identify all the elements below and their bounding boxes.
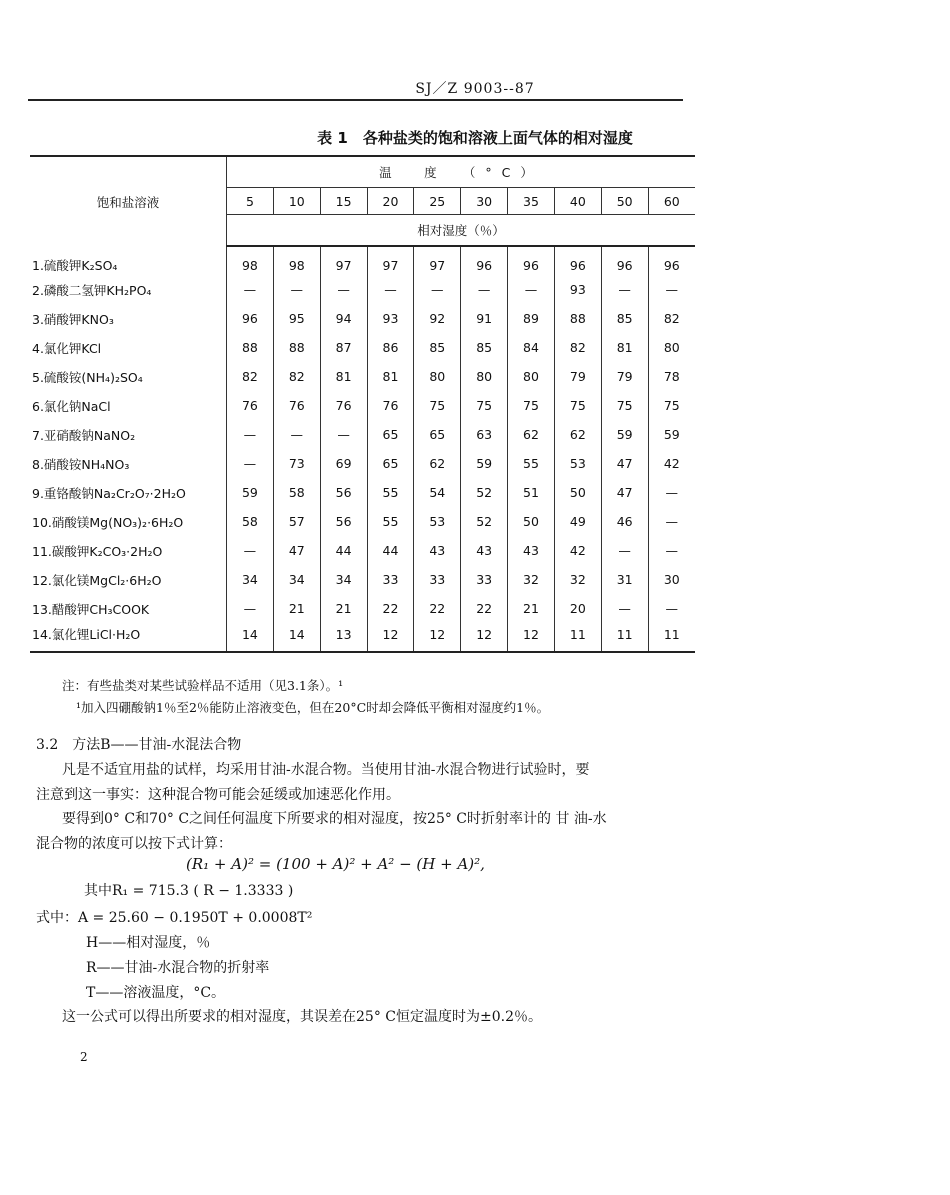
- salt-name: 5.硫酸铵(NH₄)₂SO₄: [30, 362, 227, 391]
- humidity-value: 62: [508, 420, 555, 449]
- humidity-value: 11: [554, 623, 601, 652]
- humidity-value: 93: [554, 275, 601, 304]
- humidity-value: 93: [367, 304, 414, 333]
- humidity-value: 65: [414, 420, 461, 449]
- humidity-value: 94: [320, 304, 367, 333]
- temp-cell: 40: [554, 188, 601, 215]
- humidity-value: 47: [273, 536, 320, 565]
- humidity-value: 65: [367, 420, 414, 449]
- variable-definition: T——溶液温度，°C。: [86, 985, 226, 1001]
- humidity-value: —: [320, 275, 367, 304]
- humidity-value: 62: [414, 449, 461, 478]
- humidity-value: 75: [508, 391, 555, 420]
- table-row: [30, 565, 695, 594]
- humidity-value: 75: [554, 391, 601, 420]
- humidity-value: 92: [414, 304, 461, 333]
- humidity-value: 80: [414, 362, 461, 391]
- humidity-value: 30: [648, 565, 695, 594]
- humidity-value: —: [243, 543, 257, 558]
- temp-cell: 25: [414, 188, 461, 215]
- humidity-value: 31: [601, 565, 648, 594]
- paragraph-line: 要得到0° C和70° C之间任何温度下所要求的相对湿度，按25° C时折射率计的 甘 油-水: [62, 811, 607, 827]
- temp-cell: 30: [461, 188, 508, 215]
- humidity-value: 85: [461, 333, 508, 362]
- humidity-value: 80: [461, 362, 508, 391]
- temperature-header: 温 度 （°C）: [227, 156, 696, 188]
- humidity-value: 14: [273, 623, 320, 652]
- humidity-value: 76: [320, 391, 367, 420]
- humidity-value: 58: [273, 478, 320, 507]
- humidity-value: 54: [414, 478, 461, 507]
- humidity-value: 32: [508, 565, 555, 594]
- humidity-value: 89: [508, 304, 555, 333]
- humidity-value: 78: [648, 362, 695, 391]
- variable-definition: H——相对湿度，％: [86, 935, 211, 951]
- humidity-value: 97: [367, 246, 414, 275]
- humidity-value: 11: [648, 623, 695, 652]
- salt-name: 11.碳酸钾K₂CO₃·2H₂O: [30, 536, 227, 565]
- humidity-value: 96: [508, 246, 555, 275]
- humidity-value: 75: [601, 391, 648, 420]
- humidity-value: 57: [273, 507, 320, 536]
- humidity-value: 88: [273, 333, 320, 362]
- humidity-value: 79: [554, 362, 601, 391]
- table-row: [30, 449, 695, 478]
- humidity-value: 88: [241, 340, 258, 355]
- humidity-value: 34: [241, 572, 258, 587]
- humidity-value: 21: [273, 594, 320, 623]
- humidity-value: 44: [367, 536, 414, 565]
- humidity-value: —: [648, 478, 695, 507]
- equation-where: 其中R₁ = 715.3 ( R − 1.3333 ): [84, 883, 294, 899]
- salt-name: 2.磷酸二氢钾KH₂PO₄: [30, 275, 227, 304]
- table-row: [30, 304, 695, 333]
- humidity-value: 20: [554, 594, 601, 623]
- temp-cell: 5: [227, 188, 274, 215]
- humidity-value: 12: [508, 623, 555, 652]
- table-row: [30, 594, 695, 623]
- humidity-value: 33: [461, 565, 508, 594]
- humidity-value: 21: [320, 594, 367, 623]
- humidity-value: 84: [508, 333, 555, 362]
- table-row: [30, 362, 695, 391]
- humidity-value: 21: [508, 594, 555, 623]
- salt-name: 4.氯化钾KCl: [30, 333, 227, 362]
- humidity-value: —: [601, 536, 648, 565]
- humidity-table: [30, 155, 695, 653]
- table-row: [30, 536, 695, 565]
- humidity-value: 43: [508, 536, 555, 565]
- salt-name: 13.醋酸钾CH₃COOK: [30, 594, 227, 623]
- humidity-value: —: [601, 594, 648, 623]
- humidity-value: —: [601, 275, 648, 304]
- humidity-value: 55: [508, 449, 555, 478]
- humidity-value: 59: [648, 420, 695, 449]
- humidity-value: 52: [461, 507, 508, 536]
- humidity-value: 88: [554, 304, 601, 333]
- humidity-value: 55: [367, 507, 414, 536]
- humidity-value: 49: [554, 507, 601, 536]
- salt-name: 1.硫酸钾K₂SO₄: [30, 246, 227, 275]
- temp-cell: 60: [648, 188, 695, 215]
- humidity-value: 53: [414, 507, 461, 536]
- humidity-value: 22: [367, 594, 414, 623]
- humidity-value: 22: [414, 594, 461, 623]
- humidity-value: 82: [648, 304, 695, 333]
- humidity-value: 59: [241, 485, 258, 500]
- humidity-value: 82: [241, 369, 258, 384]
- humidity-value: 56: [320, 478, 367, 507]
- humidity-value: —: [243, 601, 257, 616]
- humidity-value: 82: [273, 362, 320, 391]
- humidity-value: —: [508, 275, 555, 304]
- humidity-value: 82: [554, 333, 601, 362]
- humidity-value: 75: [414, 391, 461, 420]
- humidity-value: 96: [554, 246, 601, 275]
- humidity-value: 69: [320, 449, 367, 478]
- name-column-header: 饱和盐溶液: [30, 156, 227, 246]
- humidity-value: 76: [273, 391, 320, 420]
- humidity-value: —: [648, 507, 695, 536]
- humidity-value: 42: [648, 449, 695, 478]
- table-row: [30, 507, 695, 536]
- humidity-value: 80: [648, 333, 695, 362]
- humidity-value: 55: [367, 478, 414, 507]
- humidity-value: 47: [601, 449, 648, 478]
- humidity-value: —: [320, 420, 367, 449]
- humidity-value: 96: [241, 311, 258, 326]
- humidity-value: 96: [601, 246, 648, 275]
- humidity-value: 53: [554, 449, 601, 478]
- humidity-value: 33: [414, 565, 461, 594]
- humidity-value: —: [648, 594, 695, 623]
- humidity-value: 63: [461, 420, 508, 449]
- humidity-value: 91: [461, 304, 508, 333]
- table-row: [30, 478, 695, 507]
- humidity-value: 34: [320, 565, 367, 594]
- table-row: [30, 275, 695, 304]
- humidity-value: 98: [273, 246, 320, 275]
- salt-name: 10.硝酸镁Mg(NO₃)₂·6H₂O: [30, 507, 227, 536]
- temp-cell: 50: [601, 188, 648, 215]
- humidity-value: —: [243, 427, 257, 442]
- humidity-value: 81: [320, 362, 367, 391]
- humidity-value: 95: [273, 304, 320, 333]
- humidity-value: —: [273, 275, 320, 304]
- humidity-value: 85: [601, 304, 648, 333]
- humidity-value: 59: [601, 420, 648, 449]
- humidity-value: 75: [461, 391, 508, 420]
- paragraph-line: 注意到这一事实：这种混合物可能会延缓或加速恶化作用。: [36, 787, 400, 803]
- humidity-value: 32: [554, 565, 601, 594]
- page-number: 2: [80, 1050, 88, 1064]
- humidity-value: 14: [227, 623, 274, 652]
- humidity-value: 43: [461, 536, 508, 565]
- humidity-value: 97: [320, 246, 367, 275]
- table-footnote: ¹加入四硼酸钠1％至2％能防止溶液变色，但在20°C时却会降低平衡相对湿度约1％。: [76, 700, 550, 715]
- humidity-value: 81: [601, 333, 648, 362]
- humidity-value: 97: [414, 246, 461, 275]
- table-title: 表 1 各种盐类的饱和溶液上面气体的相对湿度: [317, 129, 633, 147]
- humidity-value: 50: [508, 507, 555, 536]
- humidity-value: —: [461, 275, 508, 304]
- equation: (R₁ + A)² = (100 + A)² + A² − (H + A)²,: [186, 855, 485, 873]
- salt-name: 12.氯化镁MgCl₂·6H₂O: [30, 565, 227, 594]
- humidity-value: 46: [601, 507, 648, 536]
- humidity-value: —: [243, 282, 257, 297]
- humidity-value: 34: [273, 565, 320, 594]
- relative-humidity-header: 相对湿度（％）: [227, 215, 696, 247]
- salt-name: 14.氯化锂LiCl·H₂O: [30, 623, 227, 652]
- humidity-value: 81: [367, 362, 414, 391]
- table-row: [30, 420, 695, 449]
- humidity-value: 58: [241, 514, 258, 529]
- humidity-value: 65: [367, 449, 414, 478]
- humidity-value: 98: [241, 257, 258, 273]
- temp-cell: 10: [273, 188, 320, 215]
- paragraph-line: 这一公式可以得出所要求的相对湿度，其误差在25° C恒定温度时为±0.2％。: [62, 1009, 542, 1025]
- paragraph-line: 凡是不适宜用盐的试样，均采用甘油-水混合物。当使用甘油-水混合物进行试验时，要: [62, 762, 590, 778]
- humidity-value: 56: [320, 507, 367, 536]
- temp-cell: 15: [320, 188, 367, 215]
- paragraph-line: 混合物的浓度可以按下式计算：: [36, 836, 232, 852]
- temp-cell: 20: [367, 188, 414, 215]
- humidity-value: 62: [554, 420, 601, 449]
- humidity-value: 50: [554, 478, 601, 507]
- humidity-value: 13: [320, 623, 367, 652]
- humidity-value: —: [414, 275, 461, 304]
- header-rule: [28, 99, 683, 101]
- humidity-value: 80: [508, 362, 555, 391]
- document-code: SJ／Z 9003--87: [415, 81, 535, 97]
- humidity-value: 59: [461, 449, 508, 478]
- humidity-value: 76: [241, 398, 258, 413]
- humidity-value: 47: [601, 478, 648, 507]
- section-heading: 3.2 方法B——甘油-水混法合物: [36, 737, 242, 753]
- humidity-value: 87: [320, 333, 367, 362]
- humidity-value: 73: [273, 449, 320, 478]
- humidity-value: —: [648, 275, 695, 304]
- humidity-value: —: [273, 420, 320, 449]
- temp-cell: 35: [508, 188, 555, 215]
- humidity-value: 79: [601, 362, 648, 391]
- table-row: [30, 246, 695, 275]
- humidity-value: 22: [461, 594, 508, 623]
- table-note: 注：有些盐类对某些试验样品不适用（见3.1条）。¹: [62, 678, 344, 693]
- salt-name: 8.硝酸铵NH₄NO₃: [30, 449, 227, 478]
- humidity-value: 12: [367, 623, 414, 652]
- variable-definition: R——甘油-水混合物的折射率: [86, 960, 270, 976]
- humidity-value: 75: [648, 391, 695, 420]
- humidity-value: 76: [367, 391, 414, 420]
- humidity-value: 12: [414, 623, 461, 652]
- humidity-value: —: [648, 536, 695, 565]
- humidity-value: 43: [414, 536, 461, 565]
- table-row: [30, 391, 695, 420]
- salt-name: 9.重铬酸钠Na₂Cr₂O₇·2H₂O: [30, 478, 227, 507]
- humidity-value: 12: [461, 623, 508, 652]
- humidity-value: 44: [320, 536, 367, 565]
- humidity-value: 51: [508, 478, 555, 507]
- humidity-value: —: [243, 456, 257, 471]
- equation-where: 式中：A = 25.60 − 0.1950T + 0.0008T²: [36, 910, 313, 926]
- humidity-value: —: [367, 275, 414, 304]
- humidity-value: 42: [554, 536, 601, 565]
- humidity-value: 85: [414, 333, 461, 362]
- humidity-value: 11: [601, 623, 648, 652]
- salt-name: 7.亚硝酸钠NaNO₂: [30, 420, 227, 449]
- humidity-value: 96: [461, 246, 508, 275]
- humidity-value: 33: [367, 565, 414, 594]
- table-row: [30, 623, 695, 652]
- humidity-value: 52: [461, 478, 508, 507]
- humidity-value: 96: [648, 246, 695, 275]
- salt-name: 6.氯化钠NaCl: [30, 391, 227, 420]
- humidity-value: 86: [367, 333, 414, 362]
- salt-name: 3.硝酸钾KNO₃: [30, 304, 227, 333]
- table-row: [30, 333, 695, 362]
